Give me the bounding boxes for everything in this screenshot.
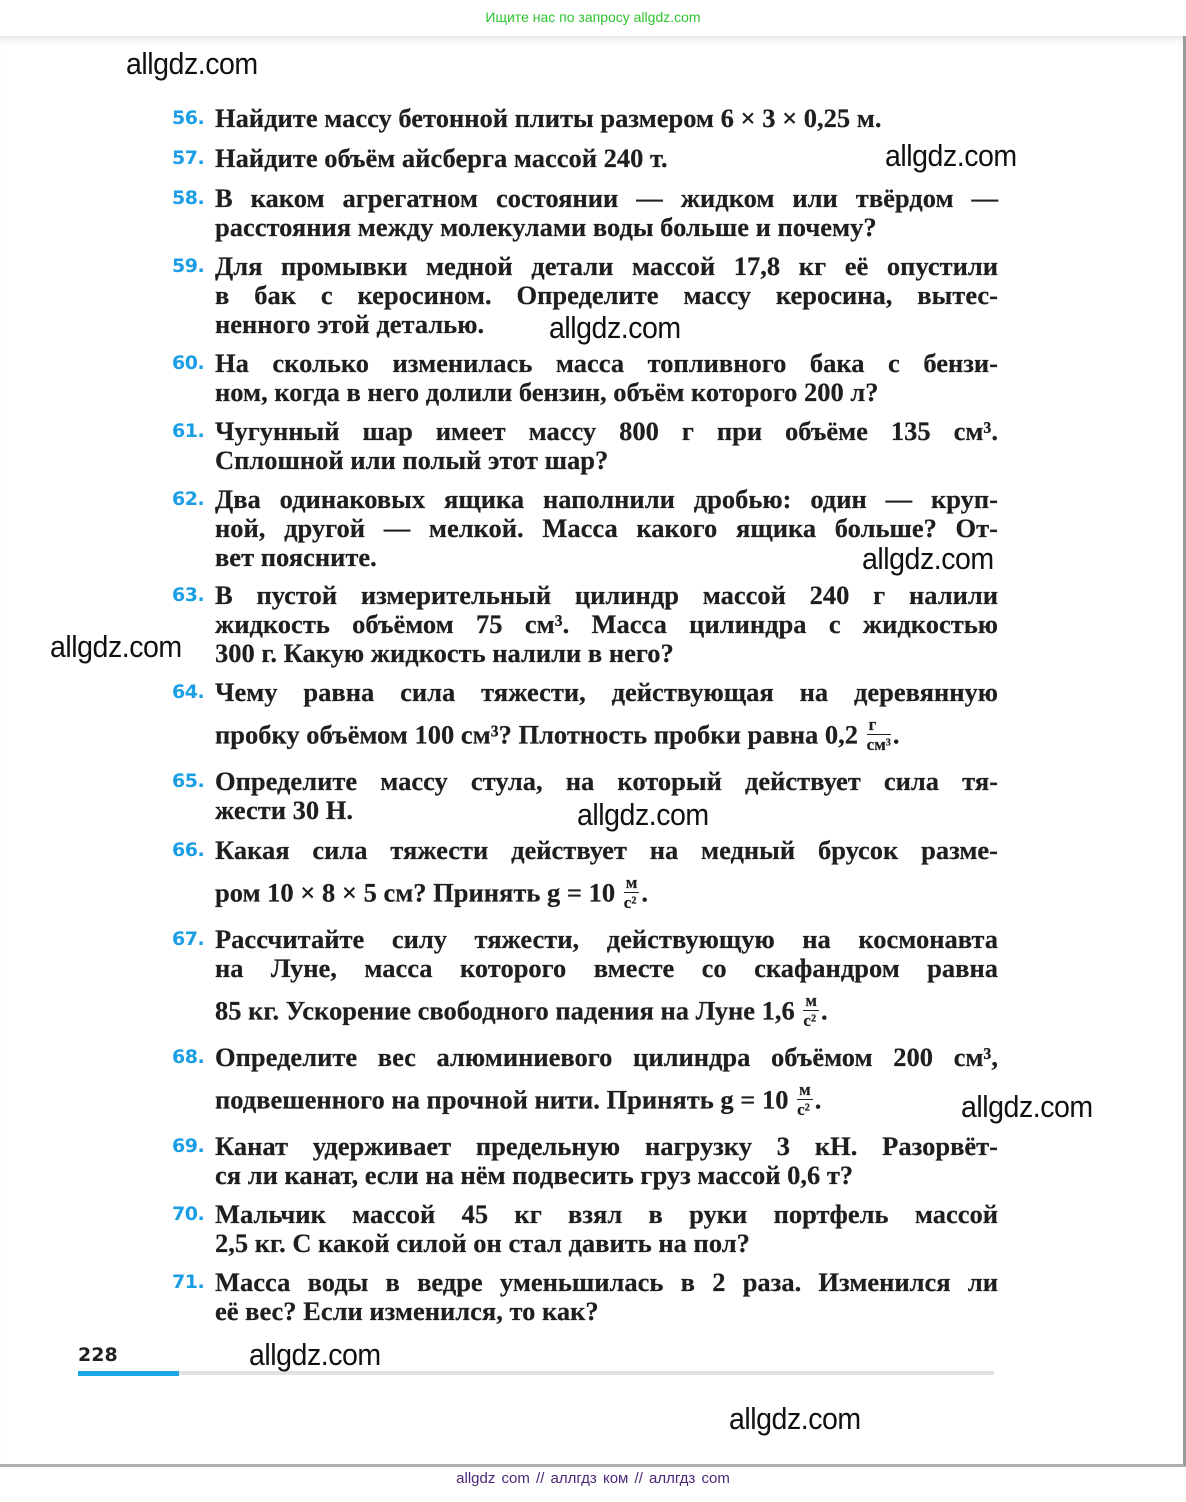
problem-64: [172, 678, 998, 756]
watermark: allgdz.com: [126, 46, 258, 81]
problem-text-line: Для промывки медной детали массой 17,8 кг её опустили: [215, 251, 998, 281]
problem-number: 67.: [172, 928, 205, 950]
problem-text-line: расстояния между молекулами воды больше и почему?: [215, 212, 877, 242]
problem-text-line: 2,5 кг. С какой силой он стал давить на пол?: [215, 1228, 750, 1258]
problem-text-line: 85 кг. Ускорение свободного падения на Луне 1,6 $\frac{м}{\text{с²}}$ .: [215, 991, 828, 1030]
problem-number: 66.: [172, 839, 205, 861]
problem-text-line: Мальчик массой 45 кг взял в руки портфель массой: [215, 1199, 998, 1229]
problem-text-line: В каком агрегатном состоянии — жидком или твёрдом —: [215, 183, 998, 213]
problem-text-line: Определите вес алюминиевого цилиндра объёмом 200 см³,: [215, 1042, 998, 1072]
problem-69: [172, 1132, 998, 1190]
problem-57: [172, 144, 998, 173]
problem-text-line: Два одинаковых ящика наполнили дробью: один — круп-: [215, 484, 998, 514]
problem-58: [172, 184, 998, 242]
watermark: allgdz.com: [50, 629, 182, 664]
problem-text-line: пробку объёмом 100 см³? Плотность пробки равна 0,2 $\frac{г}{\text{см³}}$ .: [215, 715, 900, 754]
problem-text-line: Какая сила тяжести действует на медный брусок разме-: [215, 835, 998, 865]
problem-text-line: Найдите массу бетонной плиты размером 6 × 3 × 0,25 м.: [215, 103, 882, 133]
problem-text-line: Масса воды в ведре уменьшилась в 2 раза. Изменился ли: [215, 1267, 998, 1297]
problem-67: [172, 925, 998, 1032]
problem-68: [172, 1043, 998, 1121]
problem-text-line: её вес? Если изменился, то как?: [215, 1296, 599, 1326]
problem-71: [172, 1268, 998, 1326]
problem-number: 65.: [172, 770, 205, 792]
bottom-footer-links[interactable]: allgdz com // аллгдз ком // аллгдз com: [456, 1470, 730, 1487]
watermark: allgdz.com: [549, 310, 681, 345]
problem-text-line: ром 10 × 8 × 5 см? Принять g = 10 $\frac{м}{\text{с²}}$ .: [215, 873, 648, 912]
problem-number: 60.: [172, 352, 205, 374]
problem-text: подвешенного на прочной нити. Принять g = 10: [215, 1084, 789, 1115]
fraction: $\frac{м}{\text{с²}}$: [623, 873, 638, 912]
watermark: allgdz.com: [862, 541, 994, 576]
watermark: allgdz.com: [729, 1401, 861, 1436]
problem-text-line: в бак с керосином. Определите массу керосина, вытес-: [215, 280, 998, 310]
problem-text-line: Сплошной или полый этот шар?: [215, 445, 609, 475]
problem-number: 68.: [172, 1046, 205, 1068]
problem-text-line: Чему равна сила тяжести, действующая на деревянную: [215, 677, 998, 707]
problem-text-line: 300 г. Какую жидкость налили в него?: [215, 638, 674, 668]
problem-text-line: На сколько изменилась масса топливного бака с бензи-: [215, 348, 998, 378]
page-number: 228: [78, 1344, 118, 1366]
watermark: allgdz.com: [249, 1337, 381, 1372]
problem-number: 70.: [172, 1203, 205, 1225]
problem-text-line: подвешенного на прочной нити. Принять g = 10 $\frac{м}{\text{с²}}$ .: [215, 1080, 822, 1119]
fraction: $\frac{м}{\text{с²}}$: [803, 991, 817, 1030]
problem-text-line: Чугунный шар имеет массу 800 г при объёме 135 см³.: [215, 416, 998, 446]
problem-61: [172, 417, 998, 475]
problem-number: 64.: [172, 681, 205, 703]
problem-60: [172, 349, 998, 407]
page-divider-accent: [78, 1371, 179, 1376]
problem-text-line: Канат удерживает предельную нагрузку 3 кН. Разорвёт-: [215, 1131, 998, 1161]
problem-66: [172, 836, 998, 914]
problem-number: 61.: [172, 420, 205, 442]
watermark: allgdz.com: [885, 138, 1017, 173]
problem-text-line: ном, когда в него долили бензин, объём которого 200 л?: [215, 377, 879, 407]
problem-63: [172, 581, 998, 668]
problem-text-line: В пустой измерительный цилиндр массой 240 г налили: [215, 580, 998, 610]
problem-text-line: Найдите объём айсберга массой 240 т.: [215, 143, 668, 173]
problem-number: 62.: [172, 488, 205, 510]
problem-number: 63.: [172, 584, 205, 606]
problem-text-line: Рассчитайте силу тяжести, действующую на космонавта: [215, 924, 998, 954]
problem-number: 71.: [172, 1271, 205, 1293]
problem-number: 57.: [172, 147, 205, 169]
problem-56: [172, 104, 998, 133]
problem-text: пробку объёмом 100 см³? Плотность пробки равна 0,2: [215, 719, 859, 750]
problem-text: ром 10 × 8 × 5 см? Принять g = 10: [215, 877, 616, 908]
problem-text-line: жидкость объёмом 75 см³. Масса цилиндра с жидкостью: [215, 609, 998, 639]
page-divider: [78, 1371, 994, 1375]
fraction: $\frac{г}{\text{см³}}$: [866, 715, 891, 754]
problem-text-line: Определите массу стула, на который действует сила тя-: [215, 766, 998, 796]
watermark: allgdz.com: [577, 797, 709, 832]
problem-number: 69.: [172, 1135, 205, 1157]
top-banner: Ищите нас по запросу allgdz.com: [0, 0, 1186, 36]
problem-number: 59.: [172, 255, 205, 277]
watermark: allgdz.com: [961, 1089, 1093, 1124]
problem-70: [172, 1200, 998, 1258]
problem-text: 85 кг. Ускорение свободного падения на Луне 1,6: [215, 995, 795, 1026]
problem-number: 56.: [172, 107, 205, 129]
problem-text-line: ся ли канат, если на нём подвесить груз массой 0,6 т?: [215, 1160, 854, 1190]
problem-text-line: жести 30 Н.: [215, 795, 353, 825]
problem-text-line: на Луне, масса которого вместе со скафандром равна: [215, 953, 998, 983]
fraction: $\frac{м}{\text{с²}}$: [797, 1080, 811, 1119]
problem-text-line: ненного этой деталью.: [215, 309, 485, 339]
problem-text-line: ной, другой — мелкой. Масса какого ящика больше? От-: [215, 513, 998, 543]
problem-number: 58.: [172, 187, 205, 209]
problem-text-line: вет поясните.: [215, 542, 377, 572]
